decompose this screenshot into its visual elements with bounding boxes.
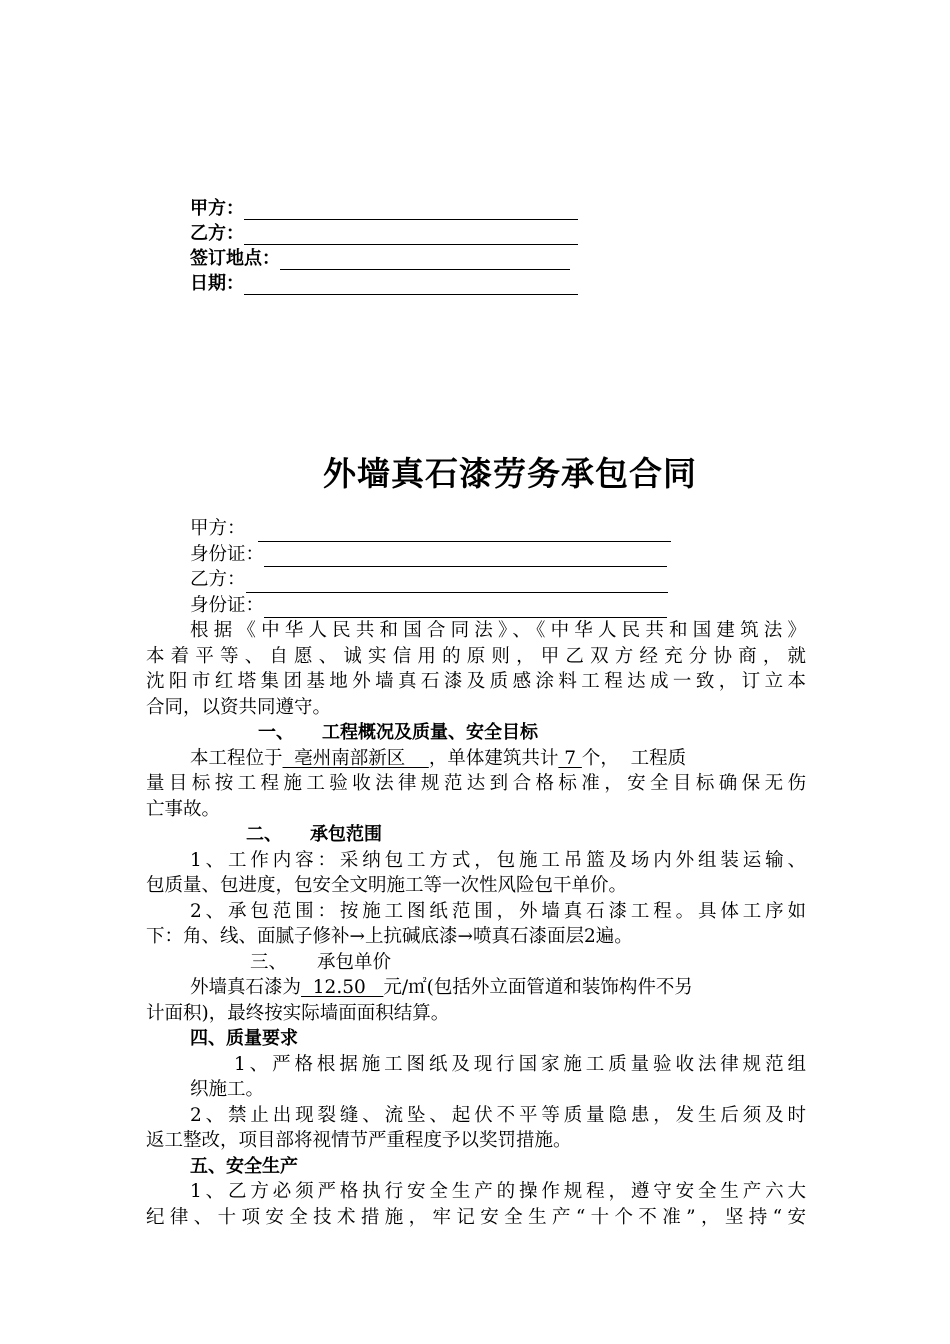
cover-party-b-blank	[244, 225, 578, 245]
section-4-item-1-line-1: 1、严格根据施工图纸及现行国家施工质量验收法律规范组	[234, 1053, 806, 1075]
section-5-item-1-line-1: 1、乙方必须严格执行安全生产的操作规程，遵守安全生产六大	[190, 1181, 806, 1202]
project-location-field: 亳州南部新区	[282, 747, 429, 769]
cover-signature-block	[190, 195, 578, 295]
party-b-label: 乙方：	[190, 569, 246, 590]
id-a-row	[146, 542, 806, 568]
section-1-title: 工程概况及质量、安全目标	[322, 722, 538, 743]
party-b-row	[146, 567, 806, 593]
id-b-blank	[264, 596, 667, 618]
section-3-title: 承包单价	[317, 951, 392, 973]
cover-place-row	[190, 245, 578, 270]
cover-party-b-row	[190, 220, 578, 245]
section-1-text-c: 个， 工程质	[581, 747, 687, 769]
section-4-heading: 四、质量要求	[190, 1028, 298, 1049]
party-a-row	[146, 516, 806, 542]
cover-party-a-label: 甲方：	[190, 198, 244, 219]
section-3-text-a: 外墙真石漆为	[190, 977, 302, 998]
party-a-label: 甲方：	[190, 518, 246, 539]
id-b-row	[146, 593, 806, 619]
section-1-number: 一、	[258, 722, 294, 743]
section-5-heading: 五、安全生产	[190, 1155, 298, 1177]
contract-body	[146, 516, 806, 1230]
cover-place-label: 签订地点：	[190, 248, 280, 269]
section-2-item-2-line-2: 下：角、线、面腻子修补→上抗碱底漆→喷真石漆面层2遍。	[146, 926, 633, 947]
section-3-line-2: 计面积)，最终按实际墙面面积结算。	[146, 1002, 450, 1024]
section-3-number: 三、	[250, 951, 288, 973]
cover-party-b-label: 乙方：	[190, 223, 244, 244]
section-2-item-1-line-2: 包质量、包进度，包安全文明施工等一次性风险包干单价。	[146, 875, 628, 896]
section-1-text-b: ，单体建筑共计	[428, 747, 559, 769]
preamble-line-2: 本着平等、自愿、诚实信用的原则，甲乙双方经充分协商，就	[146, 645, 806, 667]
section-4-item-2-line-2: 返工整改，项目部将视情节严重程度予以奖罚措施。	[146, 1130, 572, 1151]
party-a-blank	[258, 520, 671, 542]
section-3-line-1	[146, 975, 806, 1001]
cover-party-a-blank	[244, 200, 578, 220]
section-2-item-2-line-1: 2、承包范围：按施工图纸范围，外墙真石漆工程。具体工序如	[190, 900, 806, 922]
preamble-line-3: 沈阳市红塔集团基地外墙真石漆及质感涂料工程达成一致，订立本	[146, 671, 806, 692]
section-3-text-b: 元/㎡(包括外立面管道和装饰构件不另	[383, 977, 693, 998]
cover-party-a-row	[190, 195, 578, 220]
section-2-heading	[146, 822, 806, 848]
section-4-item-2-line-1: 2、禁止出现裂缝、流坠、起伏不平等质量隐患，发生后须及时	[190, 1104, 806, 1126]
id-a-label: 身份证：	[190, 543, 265, 565]
building-count-field: 7	[558, 747, 582, 769]
section-1-line-2: 量目标按工程施工验收法律规范达到合格标准，安全目标确保无伤	[146, 773, 806, 794]
cover-date-blank	[244, 275, 578, 295]
section-1-text-a: 本工程位于	[190, 747, 283, 769]
section-1-line-3: 亡事故。	[146, 798, 221, 820]
cover-date-label: 日期：	[190, 273, 244, 294]
section-1-line-1	[146, 746, 806, 772]
section-5-item-1-line-2: 纪律、十项安全技术措施，牢记安全生产“十个不准”，坚持“安	[146, 1206, 806, 1228]
contract-title: 外墙真石漆劳务承包合同	[323, 454, 697, 493]
preamble-line-4: 合同，以资共同遵守。	[146, 696, 332, 718]
cover-place-blank	[280, 250, 570, 270]
preamble-line-1: 根据《中华人民共和国合同法》、《中华人民共和国建筑法》	[190, 620, 806, 641]
id-b-label: 身份证：	[190, 594, 265, 616]
section-2-number: 二、	[246, 824, 282, 845]
section-2-title: 承包范围	[310, 824, 382, 845]
party-b-blank	[246, 571, 668, 593]
cover-date-row	[190, 270, 578, 295]
id-a-blank	[264, 545, 667, 567]
section-4-item-1-line-2: 织施工。	[190, 1079, 265, 1100]
section-1-heading	[146, 720, 806, 746]
section-2-item-1-line-1: 1、工作内容：采纳包工方式，包施工吊篮及场内外组装运输、	[190, 849, 806, 871]
unit-price-field: 12.50	[301, 977, 384, 998]
section-3-heading	[146, 950, 806, 976]
